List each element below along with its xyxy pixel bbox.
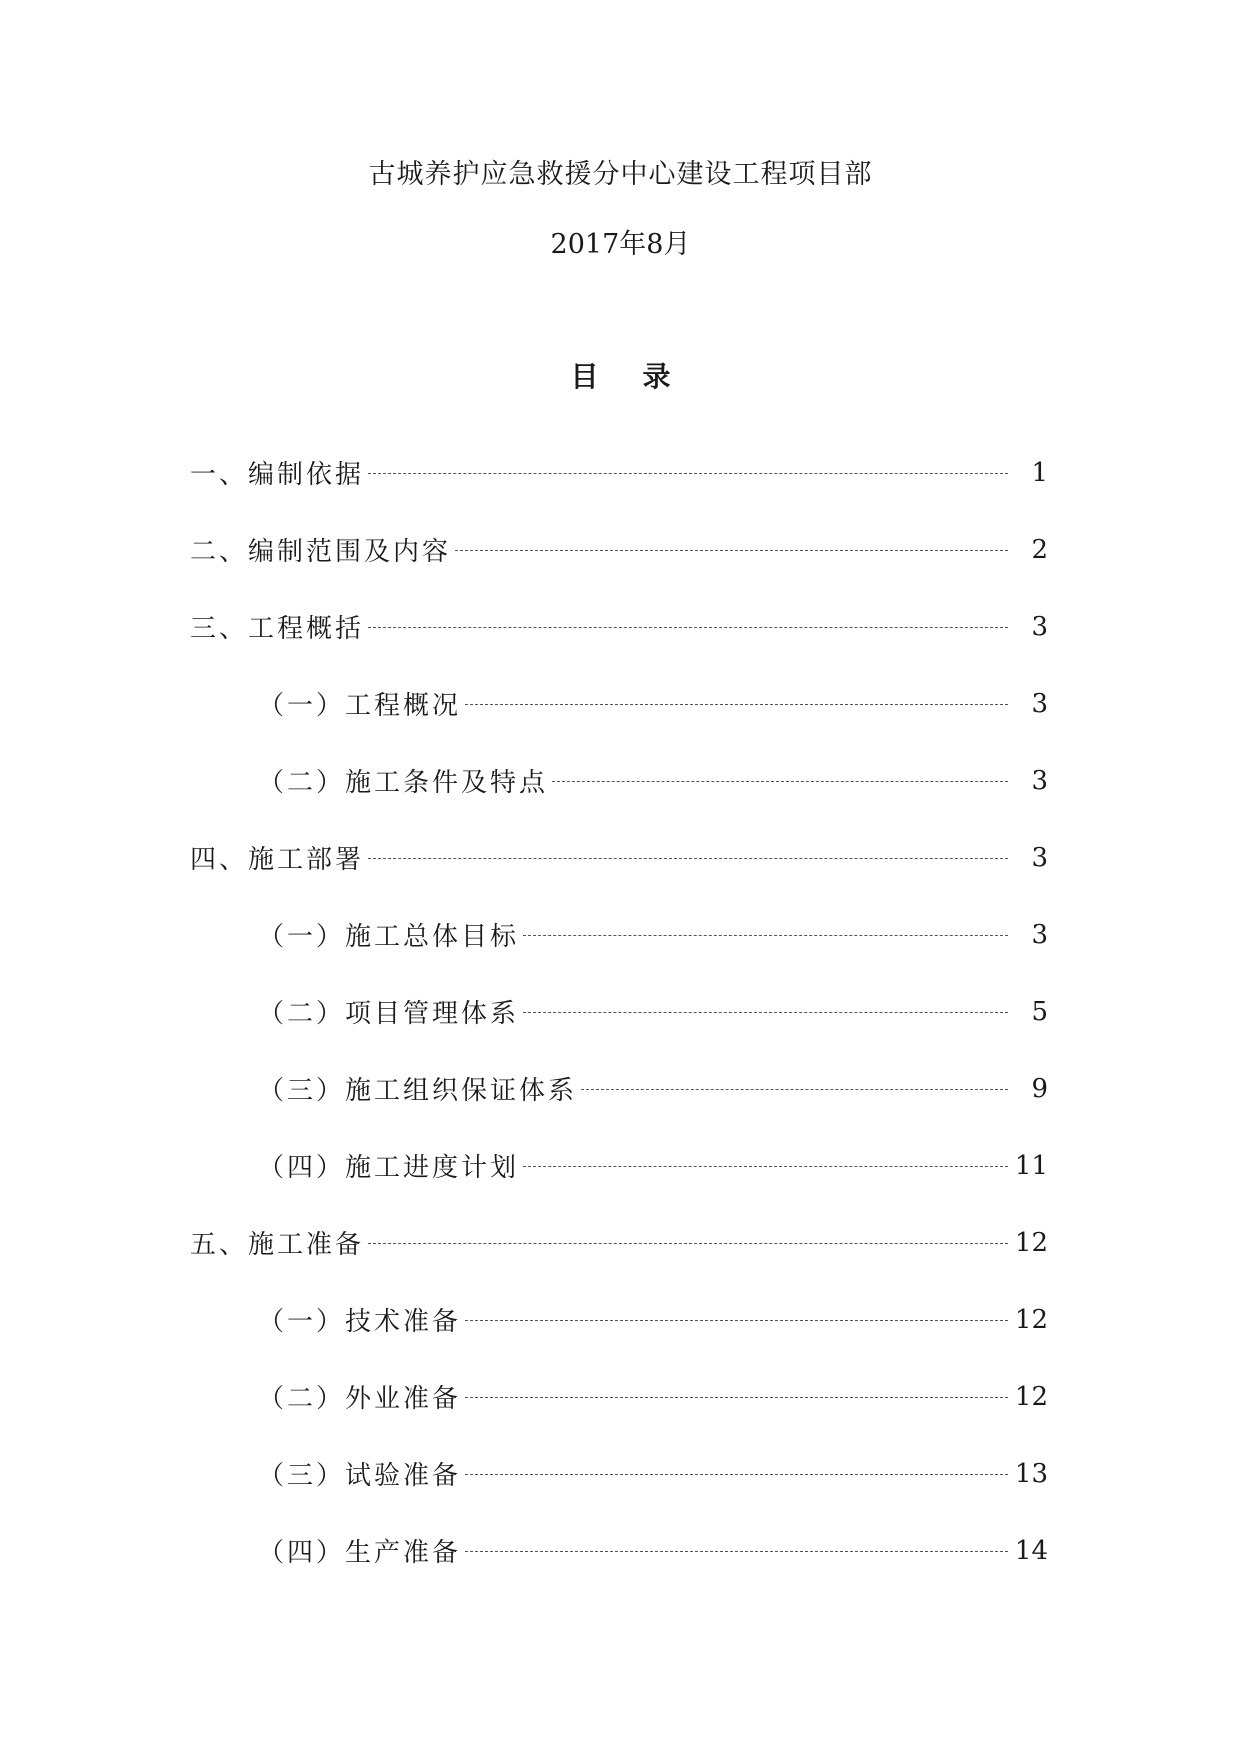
toc-leader-dashes [465, 1474, 1008, 1475]
toc-page-number: 3 [1031, 611, 1048, 642]
toc-subentry[interactable] [0, 1281, 1241, 1358]
toc-leader-dashes [523, 1012, 1008, 1013]
toc-leader-dashes [465, 1397, 1008, 1398]
toc-leader-dashes [465, 1320, 1008, 1321]
toc-subentry[interactable] [0, 1127, 1241, 1204]
toc-entry-label: （二）施工条件及特点 [258, 768, 549, 798]
toc-entry-label: 五、施工准备 [190, 1230, 365, 1260]
toc-entry[interactable] [0, 1204, 1241, 1281]
toc-page-number: 3 [1031, 688, 1048, 719]
toc-entry-label: （一）技术准备 [258, 1307, 462, 1337]
toc-leader-dashes [368, 1243, 1008, 1244]
toc-entry-label: （一）工程概况 [258, 691, 462, 721]
toc-leader-dashes [455, 550, 1008, 551]
toc-page-number: 2 [1031, 534, 1048, 565]
toc-entry-label: （一）施工总体目标 [258, 922, 520, 952]
toc-entry[interactable] [0, 511, 1241, 588]
toc-entry-label: （三）施工组织保证体系 [258, 1076, 578, 1106]
toc-page-number: 13 [1014, 1458, 1048, 1489]
toc-entry-label: （四）施工进度计划 [258, 1153, 520, 1183]
toc-entry-label: 二、编制范围及内容 [190, 537, 452, 567]
toc-entry-label: 一、编制依据 [190, 460, 365, 490]
toc-page-number: 14 [1014, 1535, 1048, 1566]
toc-entry[interactable] [0, 434, 1241, 511]
toc-subentry[interactable] [0, 665, 1241, 742]
toc-entry-label: 四、施工部署 [190, 845, 365, 875]
toc-entry-label: （四）生产准备 [258, 1538, 462, 1568]
toc-leader-dashes [523, 1166, 1008, 1167]
toc-leader-dashes [368, 473, 1008, 474]
org-name: 古城养护应急救援分中心建设工程项目部 [368, 159, 873, 190]
toc-page-number: 5 [1031, 996, 1048, 1027]
toc-entry-label: （二）外业准备 [258, 1384, 462, 1414]
toc-leader-dashes [465, 704, 1008, 705]
toc-leader-dashes [552, 781, 1008, 782]
toc-subentry[interactable] [0, 973, 1241, 1050]
toc-entry-label: （二）项目管理体系 [258, 999, 520, 1029]
toc-leader-dashes [523, 935, 1008, 936]
toc-subentry[interactable] [0, 1050, 1241, 1127]
toc-page-number: 3 [1031, 765, 1048, 796]
toc-leader-dashes [465, 1551, 1008, 1552]
toc-page-number: 1 [1031, 457, 1048, 488]
toc-page-number: 9 [1031, 1073, 1048, 1104]
toc-subentry[interactable] [0, 1512, 1241, 1589]
toc-entry[interactable] [0, 819, 1241, 896]
toc-page-number: 12 [1014, 1304, 1048, 1335]
toc-page-number: 3 [1031, 842, 1048, 873]
toc-entry-label: （三）试验准备 [258, 1461, 462, 1491]
toc-leader-dashes [581, 1089, 1008, 1090]
toc-subentry[interactable] [0, 896, 1241, 973]
toc-entry[interactable] [0, 588, 1241, 665]
toc-page-number: 11 [1014, 1150, 1048, 1181]
toc-leader-dashes [368, 627, 1008, 628]
toc-subentry[interactable] [0, 742, 1241, 819]
table-of-contents [0, 434, 1241, 1589]
toc-subentry[interactable] [0, 1358, 1241, 1435]
document-date: 2017年8月 [550, 229, 691, 260]
toc-page-number: 12 [1014, 1381, 1048, 1412]
toc-entry-label: 三、工程概括 [190, 614, 365, 644]
toc-title: 目录 [570, 360, 715, 393]
toc-page-number: 12 [1014, 1227, 1048, 1258]
toc-leader-dashes [368, 858, 1008, 859]
toc-page-number: 3 [1031, 919, 1048, 950]
toc-subentry[interactable] [0, 1435, 1241, 1512]
